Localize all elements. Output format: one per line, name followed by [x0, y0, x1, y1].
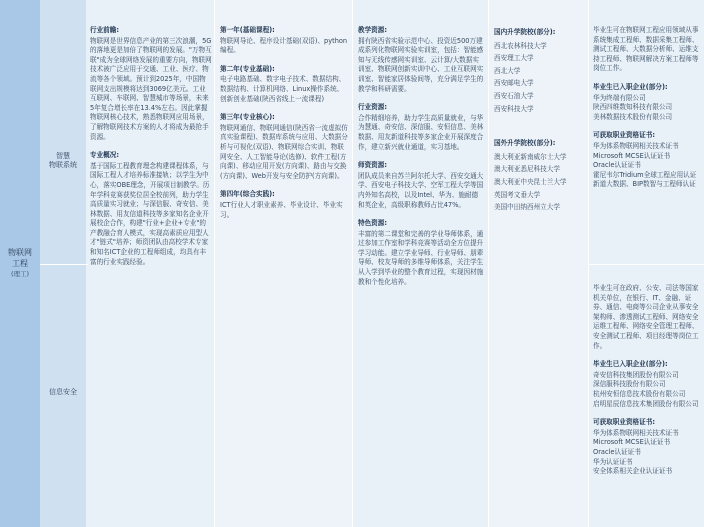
intro-block: [90, 26, 212, 267]
column-divider: [352, 0, 353, 527]
major-cell: [0, 0, 40, 527]
intro-text: 基于国际工程教育理念构建课程体系，与国际工程人才培养标准接轨；以学生为中心，落实OBE理念，开展项目制教学。历年学科竞赛获奖位居全校前列，助力学生高质量实习就业；与深信服、奇安信、美林数据、用友信道科技等多家知名企业开展校企合作，构建"行业+企业+专业"的产教融合育人模式，实现高素质应用型人才"链式"培养；师资团队由高校学术专家和知名ICT企业的工程师组成，均具有丰富的行业实践经验。: [90, 161, 210, 266]
university-item: 英国考文垂大学: [494, 190, 541, 199]
university-item: 西北大学: [494, 66, 521, 75]
direction-iot-system: 智慧 物联系统: [49, 152, 77, 169]
column-divider: [488, 0, 489, 527]
job-heading: 毕业生已入职企业(部分):: [593, 82, 668, 91]
university-item: 澳大利亚悉尼科技大学: [494, 165, 560, 174]
resource-text: 丰富的第二课堂和完善的学业导师体系，通过参加工作室和学科竞赛等活动全方位提升学习动能。建立学业导师、行业导师、朋辈导师、校友导师的多维导师体系，关注学生从入学到毕业的整个教育过程，实现因材施教和个性化培养。: [358, 229, 484, 286]
university-item: 美国中田纳西州立大学: [494, 203, 560, 212]
job-certificates: 华为体系物联网相关技术证书 Microsoft MCSE认证证书 Oracle认证证书 霍尼韦尔Tridium全球工程应用认证 新道大数据、BIP数智与工程师认证: [593, 141, 697, 189]
study-heading: 国外升学院校(部分):: [494, 139, 556, 148]
university-item: 西安理工大学: [494, 54, 534, 63]
resource-text: 拥有陕西省实验示范中心、投资近500万建成系列化物联网实验实训室，包括：智能感知与无线传感网实训室、云计算/大数据实训室、物联网创新实训中心、工业互联网实训室、智能家居体验间等，充分满足学生的教学和科研需要。: [358, 36, 484, 93]
study-heading: 国内升学院校(部分):: [494, 28, 556, 36]
job-heading: 可获取职业资格证书:: [593, 131, 655, 140]
intro-heading: 行业前瞻:: [90, 26, 120, 34]
major-sub: (理工): [10, 270, 30, 278]
course-heading: 第三年(专业核心):: [220, 113, 275, 122]
university-item: 澳大利亚中央昆士兰大学: [494, 177, 567, 186]
job-summary: 毕业生可在政府、公安、司法等国家机关单位，在银行、IT、金融、证券、通信、电商等公司企业从事安全架构师、渗透测试工程师、网络安全运维工程师、网络安全管理工程师、安全测试工程师、项目经理等岗位工作。: [593, 284, 699, 350]
row-divider: [40, 264, 88, 265]
study-block: [494, 26, 586, 214]
course-text: ICT行业人才职业素养、毕业设计、毕业实习。: [220, 200, 343, 219]
job-block-top: [593, 26, 701, 190]
resource-text: 团队成员来自苏兰阿尔托大学、西安交通大学、西安电子科技大学、空军工程大学等国内外知名高校，以及Intel、华为、施耐德和英企业，高级职称教师占比47%。: [358, 171, 484, 209]
direction-info-security: 信息安全: [49, 388, 77, 396]
course-heading: 第一年(基础课程):: [220, 26, 275, 34]
resource-text: 合作精细培养，助力学生高质量就业，与华为慧通、奇安信、深信服、安恒信息、美林数据、用友新道科技等多家企业开展深度合作，建立新兴就业通道，实习基地。: [358, 113, 484, 151]
job-companies: 奇安信科技集团股份有限公司 深信服科技股份有限公司 杭州安恒信息技术股份有限公司 启明星辰信息技术集团股份有限公司: [593, 370, 699, 408]
course-heading: 第四年(综合实践):: [220, 190, 275, 199]
column-divider: [214, 0, 215, 527]
row-divider: [588, 264, 704, 265]
intro-text: 物联网是世界信息产业的第三次浪潮，5G的落地更是加倍了物联网的发展。"万物互联"成为全球网络发展的重要方向，物联网技术被广泛应用于交通、工业、医疗、物流等各个领域。预计到2025年，中国物联网支出规模将达到3069亿美元。工业互联网、车联网、智慧城市等场景，未来5年复合增长率在13.4%左右。因此掌握物联网核心技术，熟悉物联网应用场景，了解物联网技术方案的人才将成为最抢手资源。: [90, 36, 212, 141]
job-certificates: 华为体系物联网相关技术证书 Microsoft MCSE认证证书 Oracle认证证书 华为认证证书 安全体系相关企业认证证书: [593, 428, 679, 476]
course-block: [220, 26, 348, 220]
job-companies: 华为终端有限公司 陕西四维数知科技有限公司 美林数据技术股份有限公司: [593, 93, 673, 121]
university-item: 西安石油大学: [494, 91, 534, 100]
job-block-bottom: [593, 284, 701, 477]
intro-heading: 专业概况:: [90, 151, 120, 160]
job-heading: 毕业生已入职企业(部分):: [593, 360, 668, 369]
major-name: 物联网 工程: [8, 248, 32, 268]
course-text: 电子电路基础、数字电子技术、数据结构、数据结构、计算机网络、Linux操作系统、创新创业基础(陕西省线上一流课程): [220, 75, 346, 103]
course-heading: 第二年(专业基础):: [220, 64, 275, 73]
university-item: 澳大利亚新南威尔士大学: [494, 152, 567, 161]
university-item: 西安科技大学: [494, 104, 534, 113]
resource-heading: 师资资源:: [358, 161, 388, 170]
job-heading: 可获取职业资格证书:: [593, 418, 655, 427]
course-text: 物联网通信、物联网通信(陕西省一流虚拟仿真实验课程)、数据库系统与应用、大数据分析与可视化(双语)、物联网综合实训、物联网安全、人工智能导论(选修)、软件工程(方向课)、移动应用开发(方向课)、路由与交换(方向课)、Web开发与安全防护(方向课)。: [220, 123, 348, 180]
job-summary: 毕业生可在物联网工程应用领域从事系统集成工程师、数据采集工程师、测试工程师、大数据分析师、运维支持工程师、物联网解决方案工程师等岗位工作。: [593, 26, 699, 73]
resource-heading: 特色资源:: [358, 219, 388, 228]
course-text: 物联网导论、程序设计基础(双语)、python编程。: [220, 36, 348, 55]
resource-heading: 行业资源:: [358, 103, 388, 112]
university-item: 西北农林科技大学: [494, 41, 547, 50]
university-item: 西安邮电大学: [494, 79, 534, 88]
resource-heading: 教学资源:: [358, 26, 388, 34]
resource-block: [358, 26, 484, 287]
